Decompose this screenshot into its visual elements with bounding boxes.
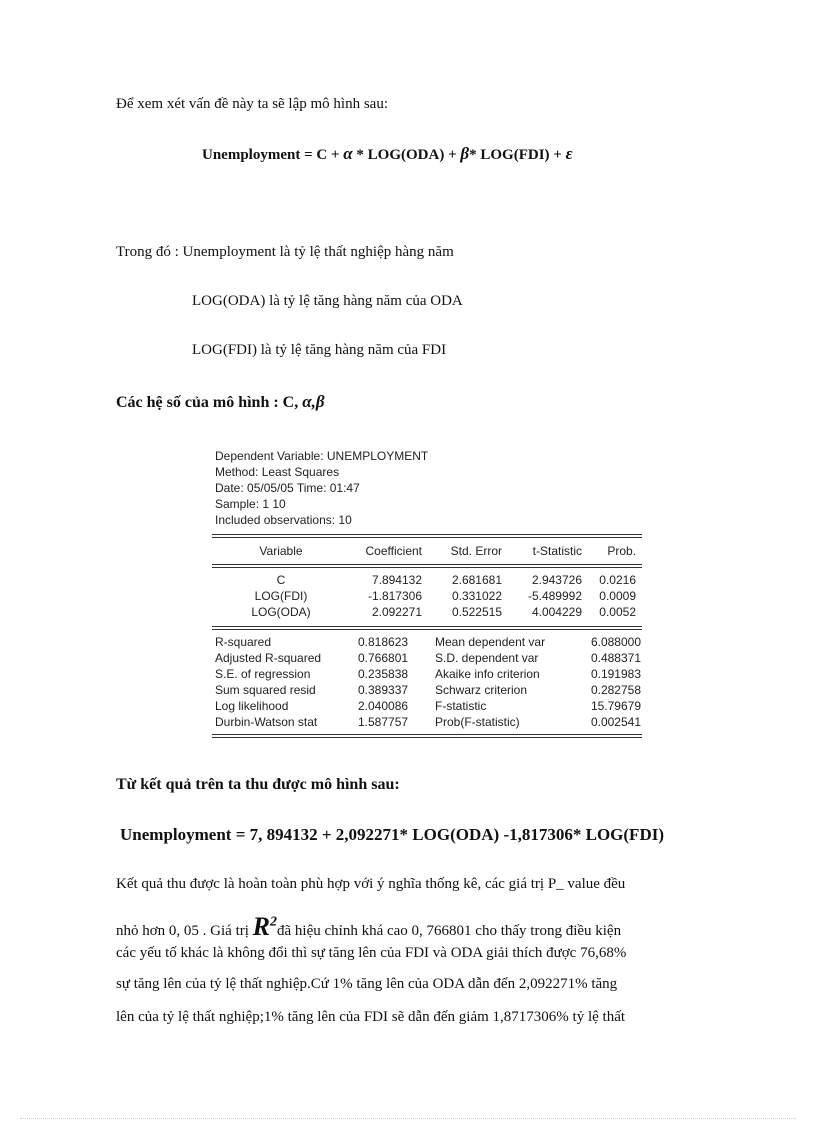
stats-row — [212, 666, 642, 682]
coefficients-heading-text: Các hệ số của mô hình : C, — [116, 394, 303, 411]
table-cell: -5.489992 — [527, 589, 582, 603]
stat-label: S.D. dependent var — [435, 651, 539, 665]
stat-label: R-squared — [215, 635, 272, 649]
r-letter: R — [252, 912, 271, 941]
formula-oda-term: * LOG(ODA) + — [352, 147, 461, 163]
regression-header — [212, 448, 642, 528]
table-cell: 0.0052 — [599, 605, 636, 619]
column-header: Variable — [259, 544, 303, 558]
table-cell: 7.894132 — [371, 573, 422, 587]
stats-row — [212, 682, 642, 698]
beta-symbol: β — [460, 144, 470, 163]
alpha-symbol: α — [343, 144, 353, 163]
stats-row — [212, 634, 642, 650]
table-cell: 2.092271 — [371, 605, 422, 619]
conclusion-line: Kết quả thu được là hoàn toàn phù hợp với ý nghĩa thống kê, các giá trị P_ value đều — [116, 876, 626, 892]
stat-value: 2.040086 — [358, 699, 409, 713]
fitted-model-formula: Unemployment = 7, 894132 + 2,092271* LOG(ODA) -1,817306* LOG(FDI) — [120, 825, 664, 844]
stat-value: 0.488371 — [590, 651, 641, 665]
r-superscript: 2 — [270, 914, 278, 930]
stat-label: Prob(F-statistic) — [435, 715, 520, 729]
table-row — [212, 588, 642, 604]
page-bottom-rule — [20, 1118, 796, 1119]
table-cell: LOG(FDI) — [254, 589, 308, 603]
stat-value: 0.191983 — [590, 667, 641, 681]
conclusion-line: các yếu tố khác là không đổi thì sự tăng lên của FDI và ODA giải thích được 76,68% — [116, 945, 627, 961]
conclusion-line: sự tăng lên của tỷ lệ thất nghiệp.Cứ 1% tăng lên của ODA dẫn đến 2,092271% tăng — [116, 976, 618, 992]
stat-label: Log likelihood — [215, 699, 289, 713]
table-cell: -1.817306 — [367, 589, 422, 603]
alpha-beta-symbols: α,β — [302, 392, 325, 411]
stat-label: Akaike info criterion — [435, 667, 540, 681]
conclusion-line: lên của tỷ lệ thất nghiệp;1% tăng lên của FDI sẽ dẫn đến giảm 1,8717306% tỷ lệ thất — [116, 1009, 626, 1025]
table-cell: 2.943726 — [531, 573, 582, 587]
table-divider — [212, 734, 642, 738]
regression-header-line: Method: Least Squares — [215, 465, 340, 479]
table-cell: 0.0009 — [599, 589, 636, 603]
coefficients-heading — [116, 392, 325, 412]
stat-value: 0.818623 — [358, 635, 409, 649]
stat-value: 0.235838 — [358, 667, 409, 681]
stats-row — [212, 650, 642, 666]
model-formula — [202, 144, 573, 164]
regression-header-line: Sample: 1 10 — [215, 497, 286, 511]
regression-header-line: Included observations: 10 — [215, 513, 352, 527]
table-header-row — [212, 538, 642, 564]
definition-log-fdi: LOG(FDI) là tỷ lệ tăng hàng năm của FDI — [192, 342, 447, 358]
stat-value: 6.088000 — [590, 635, 641, 649]
column-header: Coefficient — [365, 544, 422, 558]
table-cell: C — [276, 573, 286, 587]
conclusion-line — [116, 912, 621, 942]
stat-label: S.E. of regression — [215, 667, 311, 681]
table-row — [212, 572, 642, 588]
table-cell: 2.681681 — [451, 573, 502, 587]
formula-lhs: Unemployment = C + — [202, 147, 344, 163]
table-cell: 0.331022 — [451, 589, 502, 603]
formula-fdi-term: * LOG(FDI) + — [469, 147, 566, 163]
result-heading: Từ kết quả trên ta thu được mô hình sau: — [116, 776, 400, 793]
table-cell: 4.004229 — [531, 605, 582, 619]
stat-value: 0.766801 — [358, 651, 409, 665]
column-header: t-Statistic — [532, 544, 582, 558]
stat-label: Mean dependent var — [435, 635, 546, 649]
table-row — [212, 604, 642, 620]
stat-value: 0.389337 — [358, 683, 409, 697]
definition-unemployment: Trong đó : Unemployment là tỷ lệ thất nghiệp hàng năm — [116, 244, 454, 260]
column-header: Prob. — [607, 544, 636, 558]
regression-header-line: Date: 05/05/05 Time: 01:47 — [215, 481, 360, 495]
stats-row — [212, 714, 642, 730]
stat-label: F-statistic — [435, 699, 487, 713]
stat-label: Adjusted R-squared — [215, 651, 322, 665]
stat-value: 15.79679 — [590, 699, 641, 713]
conclusion-text: nhỏ hơn 0, 05 . Giá trị — [116, 923, 253, 939]
column-header: Std. Error — [450, 544, 502, 558]
stats-row — [212, 698, 642, 714]
regression-header-line: Dependent Variable: UNEMPLOYMENT — [215, 449, 429, 463]
r-squared-symbol — [253, 912, 277, 941]
intro-text: Để xem xét vấn đề này ta sẽ lập mô hình sau: — [116, 96, 389, 112]
stat-value: 0.282758 — [590, 683, 641, 697]
stat-label: Sum squared resid — [215, 683, 316, 697]
table-cell: LOG(ODA) — [251, 605, 311, 619]
table-cell: 0.0216 — [599, 573, 636, 587]
conclusion-text: đã hiệu chỉnh khá cao 0, 766801 cho thấy trong điều kiện — [277, 923, 622, 939]
stat-value: 1.587757 — [358, 715, 409, 729]
stat-label: Durbin-Watson stat — [215, 715, 318, 729]
definition-log-oda: LOG(ODA) là tỷ lệ tăng hàng năm của ODA — [192, 293, 463, 309]
table-cell: 0.522515 — [451, 605, 502, 619]
epsilon-symbol: ε — [565, 144, 573, 163]
regression-output — [212, 448, 642, 738]
stat-label: Schwarz criterion — [435, 683, 528, 697]
stat-value: 0.002541 — [590, 715, 641, 729]
